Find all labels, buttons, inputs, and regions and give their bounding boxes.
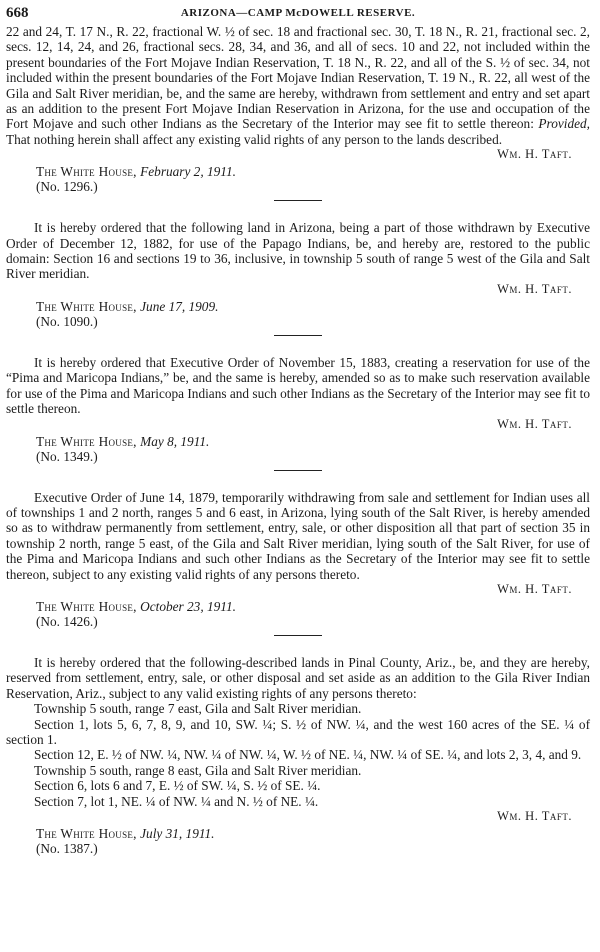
- page-number: 668: [6, 5, 29, 21]
- order-1-proviso-word: Provided,: [538, 116, 590, 132]
- order-5-line-1: Township 5 south, range 7 east, Gila and Salt River meridian.: [34, 701, 362, 717]
- order-3-date: May 8, 1911.: [140, 433, 210, 449]
- order-3-signature: Wm. H. Taft.: [497, 416, 572, 431]
- order-1-text: [6, 24, 590, 147]
- running-head: ARIZONA—CAMP McDOWELL RESERVE.: [180, 7, 416, 19]
- order-5-line-4: Township 5 south, range 8 east, Gila and Salt River meridian.: [34, 762, 362, 778]
- order-2-text: It is hereby ordered that the following land in Arizona, being a part of those withdrawn by Executive Order of December 12, 1882, for use of the Papago Indians, be, and hereby are, restored to the public domain: Section 16 and sections 19 to 36, inclusive, in township 5 south of range 5 west of the Gila and Salt River meridian.: [6, 220, 590, 282]
- section-divider: [274, 200, 322, 201]
- order-1-number: (No. 1296.): [36, 179, 98, 195]
- order-1-place-date: [36, 164, 590, 179]
- order-5-text: It is hereby ordered that the following-described lands in Pinal County, Ariz., be, and they are hereby, reserved from settlement, entry, sale, or other disposal and set aside as an addition to the Gila River Indian Reservation, Ariz., subject to any valid existing rights of any persons thereto:: [6, 654, 590, 701]
- order-2-signature: Wm. H. Taft.: [497, 281, 572, 296]
- order-4-date: October 23, 1911.: [140, 598, 236, 614]
- order-4-place-date: [36, 599, 590, 614]
- order-2-place: The White House,: [36, 298, 137, 314]
- section-divider: [274, 635, 322, 636]
- order-1-proviso-text: That nothing herein shall affect any existing valid rights of any person to the lands described.: [6, 131, 503, 147]
- order-5-number: (No. 1387.): [36, 841, 98, 856]
- document-page: [6, 4, 590, 856]
- order-5-place: The White House,: [36, 826, 137, 841]
- section-divider: [274, 470, 322, 471]
- order-1-place: The White House,: [36, 164, 137, 180]
- order-3-text: It is hereby ordered that Executive Order of November 15, 1883, creating a reservation for use of the “Pima and Maricopa Indians,” be, and the same is hereby, amended so as to make such reservation available for use of the Pima and Maricopa Indians and such other Indians as the Secretary of the Interior may see fit to settle thereon.: [6, 354, 590, 417]
- order-5-line-6: Section 7, lot 1, NE. ¼ of NW. ¼ and N. ½ of NE. ¼.: [34, 793, 319, 809]
- order-5-line-2: Section 1, lots 5, 6, 7, 8, 9, and 10, SW. ¼; S. ½ of NW. ¼, and the west 160 acres of the SE. ¼ of section 1.: [6, 716, 590, 747]
- order-5-date: July 31, 1911.: [140, 826, 215, 841]
- order-1-signature: Wm. H. Taft.: [497, 147, 572, 162]
- order-4-signature: Wm. H. Taft.: [497, 581, 572, 596]
- order-5-place-date: [36, 826, 590, 841]
- page-header: [6, 4, 590, 24]
- order-4-text: Executive Order of June 14, 1879, temporarily withdrawing from sale and settlement for Indian uses all of townships 1 and 2 north, ranges 5 and 6 east, in Arizona, lying south of the Salt River, is hereby amended so as to withdraw permanently from settlement, entry, sale, or other disposition all that part of section 35 in township 2 north, range 5 east, of the Gila and Salt River meridian, lying south of the Salt River, for use of the Pima and Maricopa Indians and such other Indians as the Secretary of the Interior may see fit to settle thereon, subject to any existing valid rights of any persons thereto.: [6, 489, 590, 582]
- order-5-line-5: Section 6, lots 6 and 7, E. ½ of SW. ¼, S. ½ of SE. ¼.: [34, 778, 321, 794]
- order-1-body: 22 and 24, T. 17 N., R. 22, fractional W. ½ of sec. 18 and fractional sec. 30, T. 18 N., R. 21, fractional sec. 2, secs. 12, 14, 24, and 26, fractional secs. 28, 34, and 36, and all of secs. 10 and 22, not included within the present boundaries of the Fort Mojave Indian Reservation, T. 18 N., R. 22, and all of the S. ½ of sec. 34, not included within the present boundaries of the Fort Mojave Indian Reservation, T. 19 N., R. 22, all west of the Gila and Salt River meridian, be, and the same are hereby, withdrawn from settlement and entry and set apart as an addition to the present Fort Mojave Indian Reservation in Arizona, for the use and occupation of the Fort Mojave and such other Indians as the Secretary of the Interior may see fit to settle thereon:: [6, 24, 590, 132]
- order-3-place-date: [36, 434, 590, 449]
- section-divider: [274, 335, 322, 336]
- order-5-signature: Wm. H. Taft.: [497, 809, 572, 823]
- order-3-place: The White House,: [36, 433, 137, 449]
- order-2-number: (No. 1090.): [36, 313, 98, 329]
- order-4-number: (No. 1426.): [36, 613, 98, 629]
- order-2-place-date: [36, 299, 590, 314]
- order-2-date: June 17, 1909.: [140, 298, 219, 314]
- order-1-date: February 2, 1911.: [140, 164, 236, 180]
- order-3-number: (No. 1349.): [36, 448, 98, 464]
- order-5-line-3: Section 12, E. ½ of NW. ¼, NW. ¼ of NW. ¼, W. ½ of NE. ¼, NW. ¼ of SE. ¼, and lots 2, 3, 4, and 9.: [34, 747, 582, 763]
- order-4-place: The White House,: [36, 598, 137, 614]
